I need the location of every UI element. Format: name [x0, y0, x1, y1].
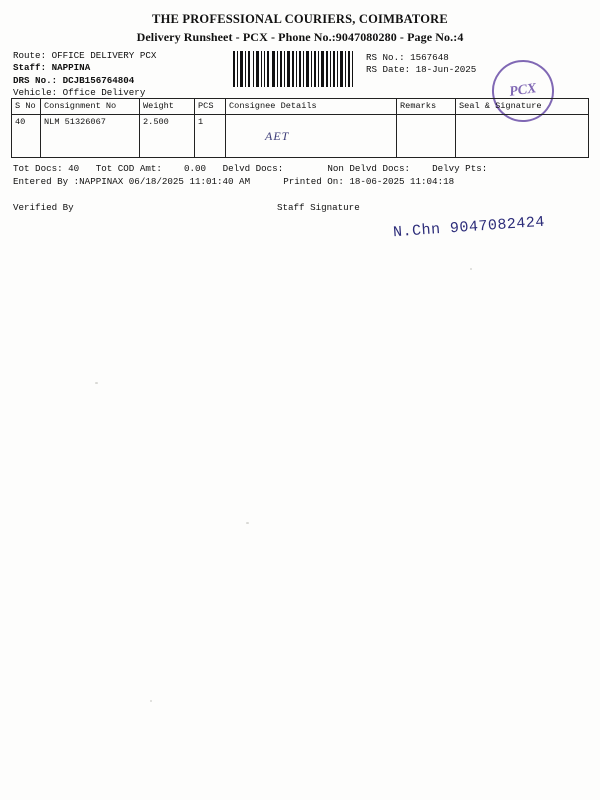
rs-no-label: RS No.:: [366, 52, 405, 63]
col-header-consignment-no: Consignment No: [41, 99, 140, 115]
staff-signature-label: Staff Signature: [277, 202, 360, 213]
rs-date-value: 18-Jun-2025: [415, 64, 477, 76]
non-delvd-docs-label: Non Delvd Docs:: [327, 163, 411, 174]
vehicle-label: Vehicle:: [13, 87, 58, 99]
staff-label: Staff:: [13, 62, 47, 74]
table-row: [12, 115, 589, 158]
tot-cod-value: 0.00: [183, 163, 207, 174]
seal-signature-handwriting: N.Chn 9047082424: [392, 213, 546, 242]
col-header-remarks: Remarks: [397, 99, 456, 115]
header-right-block: [366, 52, 476, 77]
cell-pcs: 1: [195, 115, 226, 158]
staff-value: NAPPINA: [51, 62, 91, 74]
scan-speckle: [95, 382, 98, 384]
consignment-table: [11, 98, 589, 158]
footer-block: [13, 202, 592, 218]
cell-weight: 2.500: [140, 115, 195, 158]
entered-by-label: Entered By :: [13, 176, 80, 187]
drs-no-value: DCJB156764804: [62, 74, 135, 86]
verified-by-label: Verified By: [13, 202, 74, 213]
col-header-sno: S No: [12, 99, 41, 115]
pcx-stamp: PCX: [488, 56, 558, 126]
col-header-pcs: PCS: [195, 99, 226, 115]
col-header-seal-signature: Seal & Signature: [456, 99, 589, 115]
vehicle-value: Office Delivery: [62, 87, 146, 99]
runsheet-document: [8, 8, 592, 242]
tot-docs-value: 40: [68, 163, 80, 174]
header-band: [8, 50, 592, 100]
scan-speckle: [246, 522, 249, 524]
route-label: Route:: [13, 50, 47, 61]
header-left-block: [13, 50, 156, 100]
tot-docs-label: Tot Docs:: [13, 163, 63, 174]
col-header-weight: Weight: [140, 99, 195, 115]
delvd-docs-label: Delvd Docs:: [222, 163, 284, 174]
document-subtitle: Delivery Runsheet - PCX - Phone No.:9047080280 - Page No.:4: [136, 30, 464, 44]
printed-on-label: Printed On:: [283, 176, 344, 187]
entered-by-value: NAPPINAX 06/18/2025 11:01:40 AM: [79, 176, 251, 187]
route-value: OFFICE DELIVERY PCX: [51, 50, 157, 61]
drs-no-label: DRS No.:: [13, 74, 58, 86]
delvy-pts-label: Delvy Pts:: [432, 163, 488, 174]
cell-consignee-details: [226, 115, 397, 158]
barcode: [233, 51, 353, 87]
scan-speckle: [470, 268, 472, 270]
col-header-consignee-details: Consignee Details: [226, 99, 397, 115]
rs-date-label: RS Date:: [366, 64, 411, 76]
tot-cod-label: Tot COD Amt:: [95, 163, 162, 174]
totals-block: [13, 162, 592, 188]
cell-seal-signature: [456, 115, 589, 158]
consignee-handwriting: AET: [265, 129, 290, 143]
printed-on-value: 18-06-2025 11:04:18: [349, 176, 455, 187]
table-header-row: [12, 99, 589, 115]
company-title: THE PROFESSIONAL COURIERS, COIMBATORE: [152, 12, 448, 26]
cell-remarks: [397, 115, 456, 158]
cell-sno: 40: [12, 115, 41, 158]
rs-no-value: 1567648: [410, 52, 449, 63]
scan-speckle: [150, 700, 152, 702]
cell-consignment-no: NLM 51326067: [41, 115, 140, 158]
